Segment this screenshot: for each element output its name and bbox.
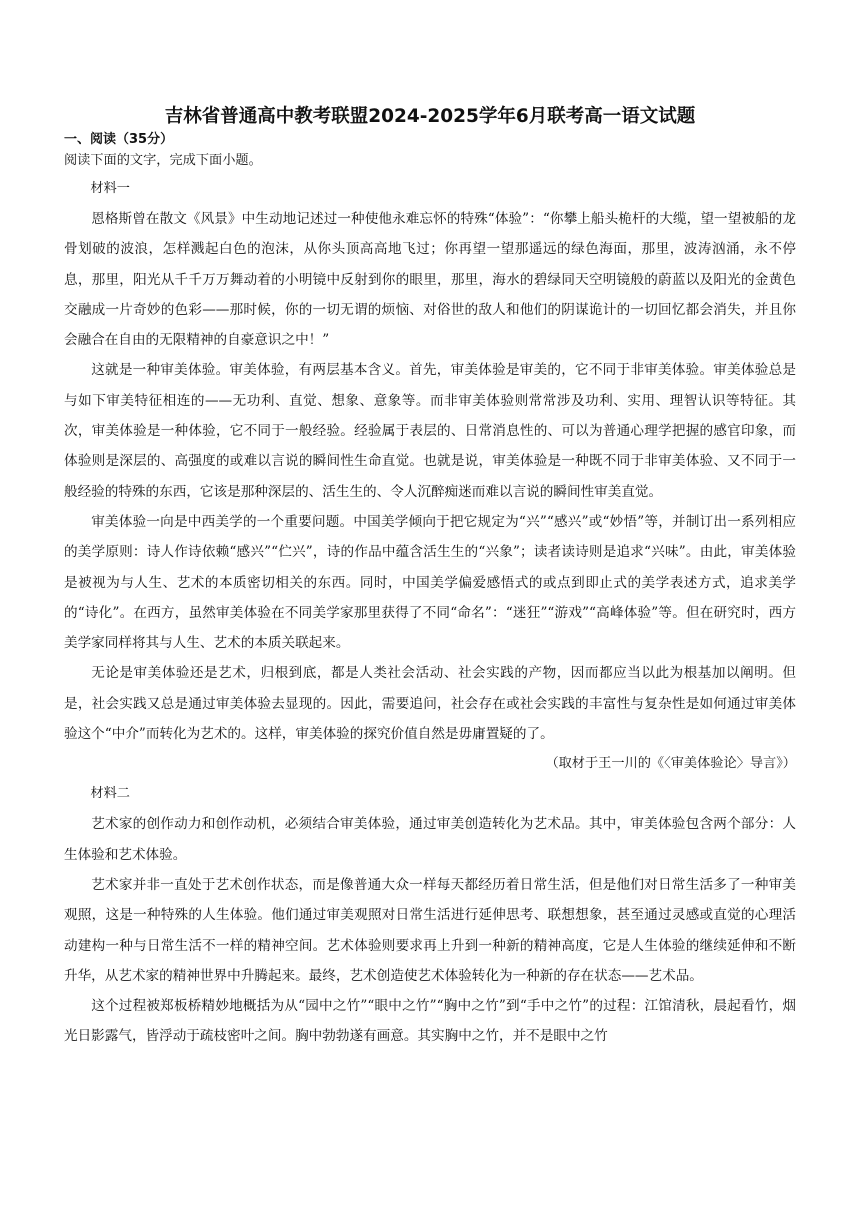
- document-page: [64, 104, 796, 1052]
- material-two-paragraph: 艺术家并非一直处于艺术创作状态，而是像普通大众一样每天都经历着日常生活，但是他们对日常生活多了一种审美观照，这是一种特殊的人生体验。他们通过审美观照对日常生活进行延伸思考、联想想象，甚至通过灵感或直觉的心理活动建构一种与日常生活不一样的精神空间。艺术体验则要求再上升到一种新的精神高度，它是人生体验的继续延伸和不断升华，从艺术家的精神世界中升腾起来。最终，艺术创造使艺术体验转化为一种新的存在状态——艺术品。: [64, 876, 796, 984]
- section-heading: 一、阅读（35分）: [64, 132, 174, 147]
- material-one-paragraph: 恩格斯曾在散文《风景》中生动地记述过一种使他永难忘怀的特殊“体验”：“你攀上船头桅杆的大缆，望一望被船的龙骨划破的波浪，怎样溅起白色的泡沫，从你头顶高高地飞过；你再望一望那遥远的绿色海面，那里，波涛汹涌，永不停息，那里，阳光从千千万万舞动着的小明镜中反射到你的眼里，那里，海水的碧绿同天空明镜般的蔚蓝以及阳光的金黄色交融成一片奇妙的色彩——那时候，你的一切无谓的烦恼、对俗世的敌人和他们的阴谋诡计的一切回忆都会消失，并且你会融合在自由的无限精神的自豪意识之中！”: [64, 211, 796, 349]
- material-two-paragraph: 艺术家的创作动力和创作动机，必须结合审美体验，通过审美创造转化为艺术品。其中，审美体验包含两个部分：人生体验和艺术体验。: [64, 816, 796, 863]
- document-title: 吉林省普通高中教考联盟2024-2025学年6月联考高一语文试题: [164, 106, 696, 127]
- material-one-paragraph: 这就是一种审美体验。审美体验，有两层基本含义。首先，审美体验是审美的，它不同于非审美体验。审美体验总是与如下审美特征相连的——无功利、直觉、想象、意象等。而非审美体验则常常涉及功利、实用、理智认识等特征。其次，审美体验是一种体验，它不同于一般经验。经验属于表层的、日常消息性的、可以为普通心理学把握的感官印象，而体验则是深层的、高强度的或难以言说的瞬间性生命直觉。也就是说，审美体验是一种既不同于非审美体验、又不同于一般经验的特殊的东西，它该是那种深层的、活生生的、令人沉醉痴迷而难以言说的瞬间性审美直觉。: [64, 362, 796, 500]
- material-one-label: 材料一: [90, 181, 130, 196]
- reading-instruction: 阅读下面的文字，完成下面小题。: [64, 153, 262, 168]
- material-two-label: 材料二: [90, 786, 130, 802]
- material-one-paragraph: 无论是审美体验还是艺术，归根到底，都是人类社会活动、社会实践的产物，因而都应当以此为根基加以阐明。但是，社会实践又总是通过审美体验去显现的。因此，需要追问，社会存在或社会实践的丰富性与复杂性是如何通过审美体验这个“中介”而转化为艺术的。这样，审美体验的探究价值自然是毋庸置疑的了。: [64, 665, 796, 743]
- material-one-source: （取材于王一川的《〈审美体验论〉导言》）: [545, 756, 796, 772]
- material-two-paragraph: 这个过程被郑板桥精妙地概括为从“园中之竹”“眼中之竹”“胸中之竹”到“手中之竹”的过程：江馆清秋，晨起看竹，烟光日影露气，皆浮动于疏枝密叶之间。胸中勃勃遂有画意。其实胸中之竹，并不是眼中之竹: [64, 998, 796, 1045]
- material-one-paragraph: 审美体验一向是中西美学的一个重要问题。中国美学倾向于把它规定为“兴”“感兴”或“妙悟”等，并制订出一系列相应的美学原则：诗人作诗依赖“感兴”“伫兴”，诗的作品中蕴含活生生的“兴象”；读者读诗则是追求“兴味”。由此，审美体验是被视为与人生、艺术的本质密切相关的东西。同时，中国美学偏爱感悟式的或点到即止式的美学表述方式，追求美学的“诗化”。在西方，虽然审美体验在不同美学家那里获得了不同“命名”：“迷狂”“游戏”“高峰体验”等。但在研究时，西方美学家同样将其与人生、艺术的本质关联起来。: [64, 513, 796, 652]
